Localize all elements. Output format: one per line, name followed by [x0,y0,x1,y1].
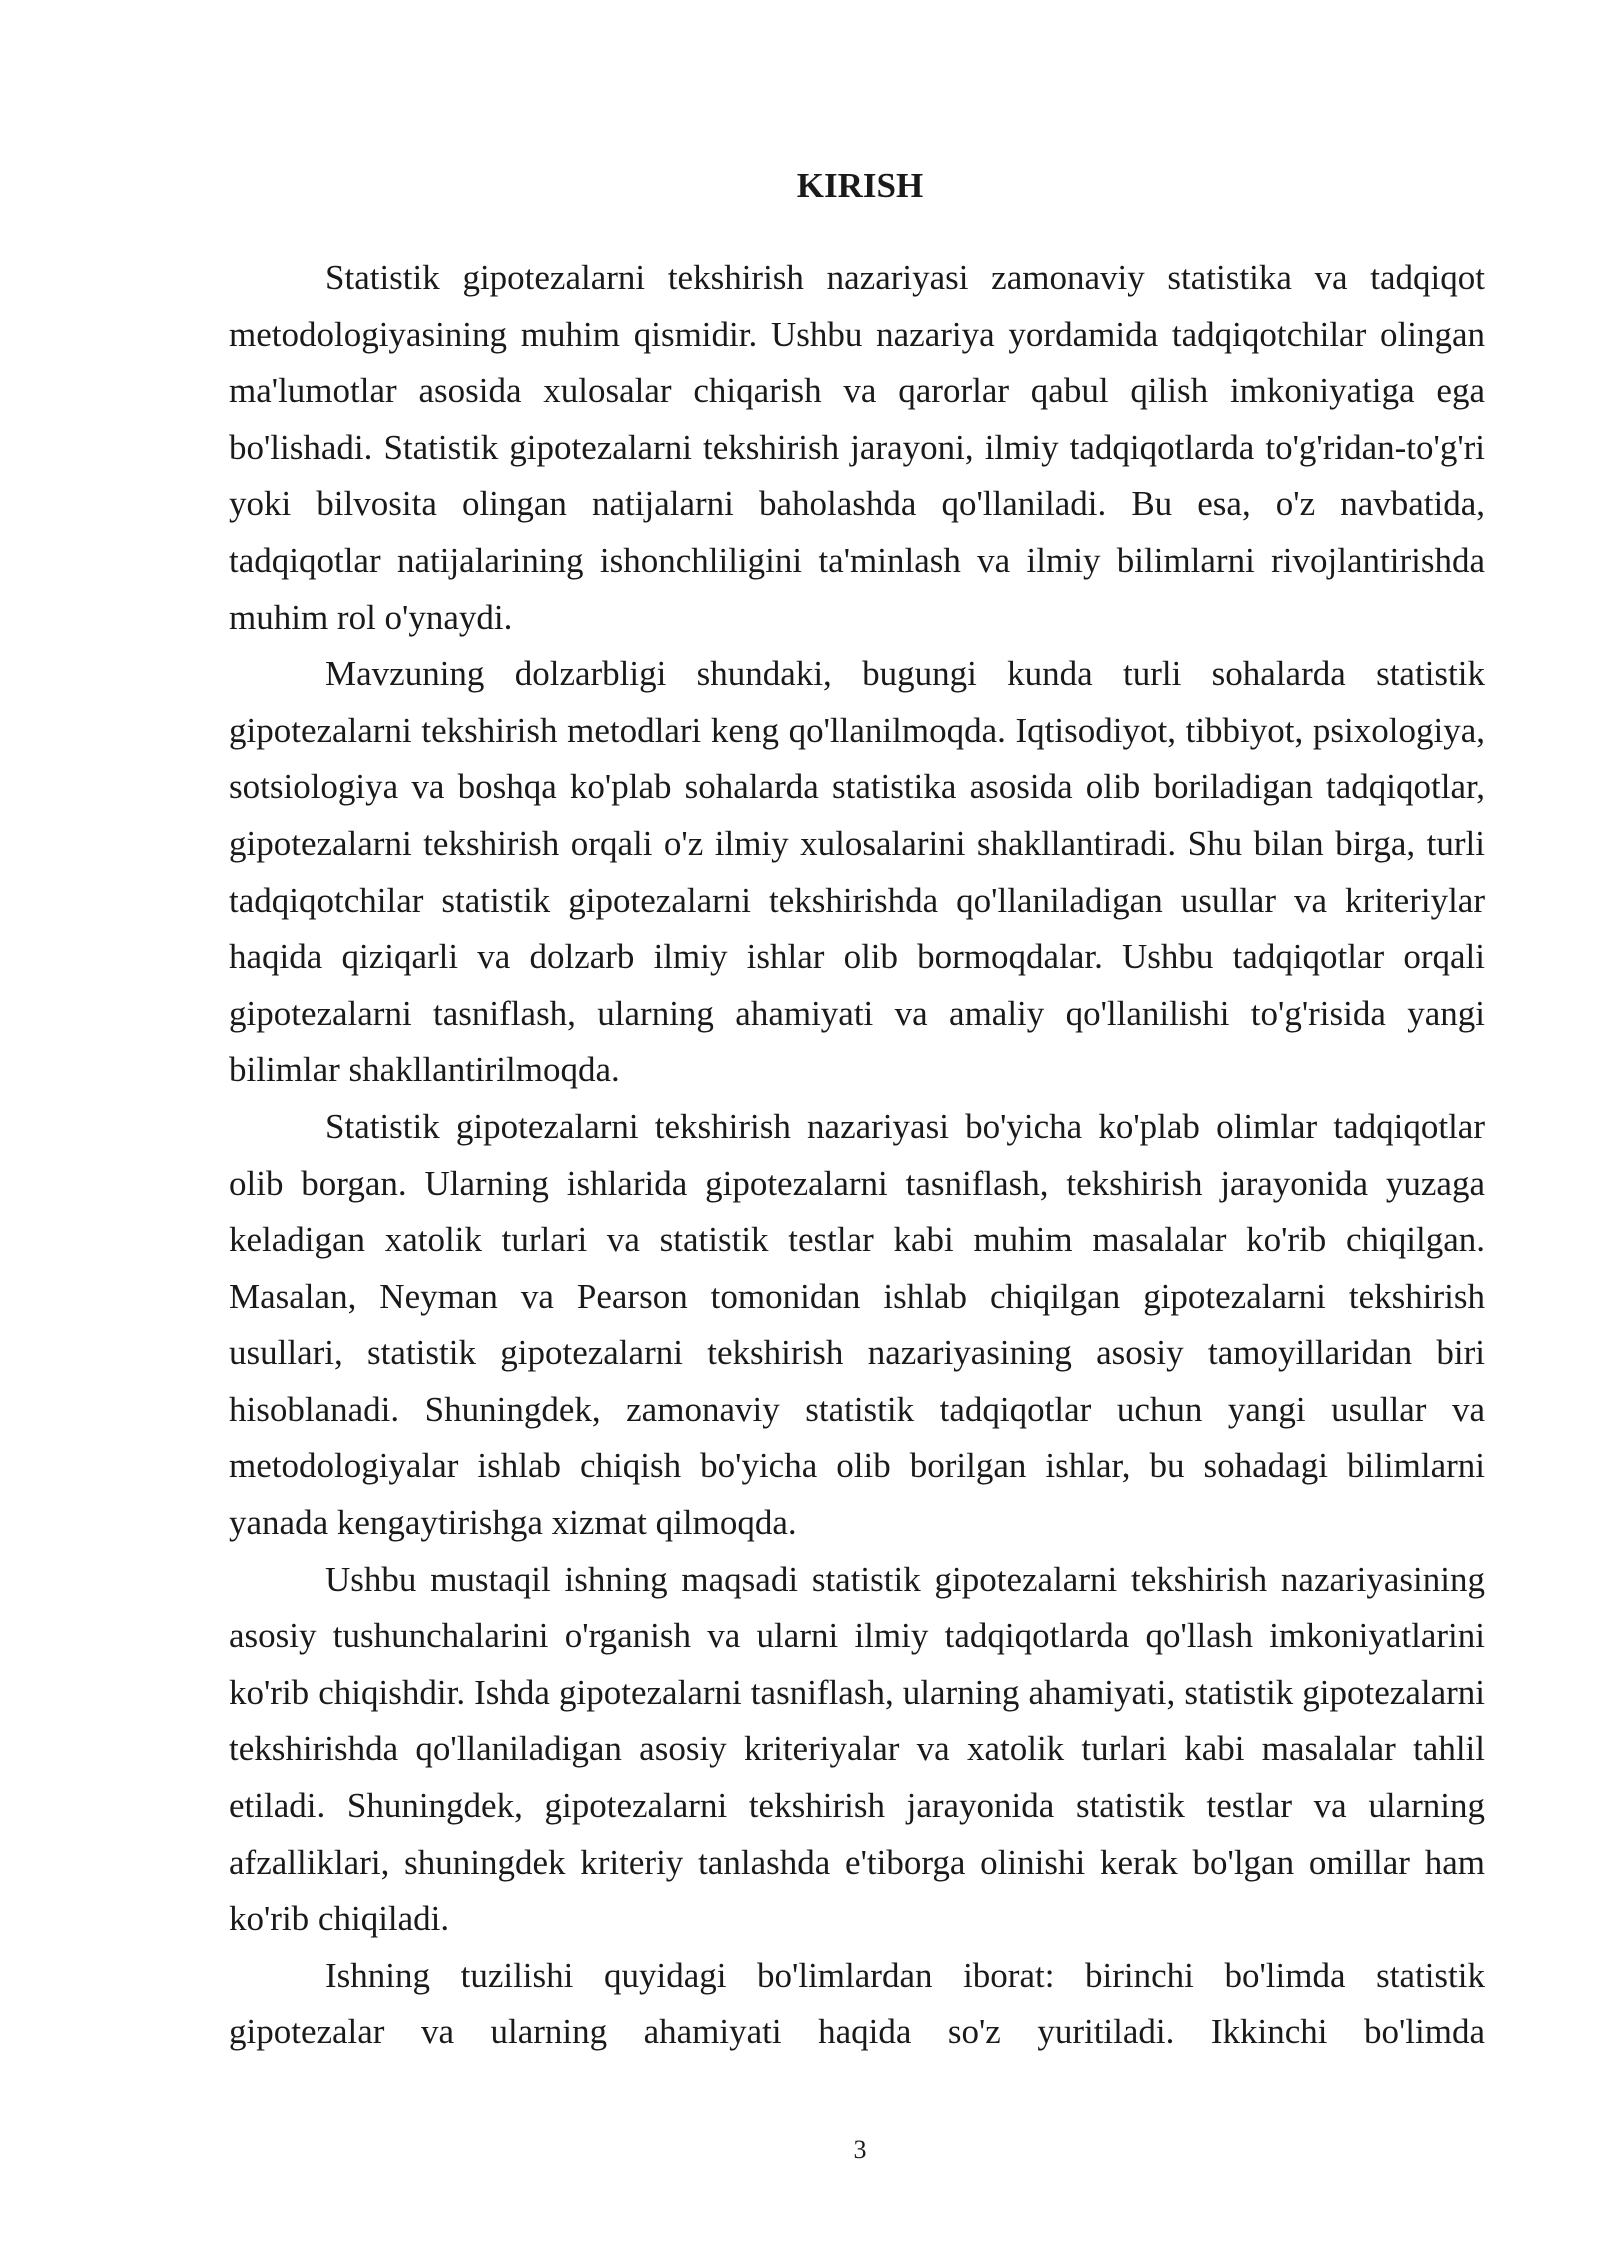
paragraph-relevance: Mavzuning dolzarbligi shundaki, bugungi kunda turli sohalarda statistik gipotezalarni tekshirish metodlari keng qo'llanilmoqda. Iqtisodiyot, tibbiyot, psixologiya, sotsiologiya va boshqa ko'plab sohalarda statistika asosida olib boriladigan tadqiqotlar, gipotezalarni tekshirish orqali o'z ilmiy xulosalarini shakllantiradi. Shu bilan birga, turli tadqiqotchilar statistik gipotezalarni tekshirishda qo'llaniladigan usullar va kriteriylar haqida qiziqarli va dolzarb ilmiy ishlar olib bormoqdalar. Ushbu tadqiqotlar orqali gipotezalarni tasniflash, ularning ahamiyati va amaliy qo'llanilishi to'g'risida yangi bilimlar shakllantirilmoqda. [229,654,1485,1090]
body-text [229,250,1485,2061]
paragraph-literature: Statistik gipotezalarni tekshirish nazariyasi bo'yicha ko'plab olimlar tadqiqotlar olib borgan. Ularning ishlarida gipotezalarni tasniflash, tekshirish jarayonida yuzaga keladigan xatolik turlari va statistik testlar kabi muhim masalalar ko'rib chiqilgan. Masalan, Neyman va Pearson tomonidan ishlab chiqilgan gipotezalarni tekshirish usullari, statistik gipotezalarni tekshirish nazariyasining asosiy tamoyillaridan biri hisoblanadi. Shuningdek, zamonaviy statistik tadqiqotlar uchun yangi usullar va metodologiyalar ishlab chiqish bo'yicha olib borilgan ishlar, bu sohadagi bilimlarni yanada kengaytirishga xizmat qilmoqda. [229,1106,1485,1543]
page-number: 3 [853,2135,867,2164]
paragraph-structure: Ishning tuzilishi quyidagi bo'limlardan iborat: birinchi bo'limda statistik gipotezalar va ularning ahamiyati haqida so'z yuritiladi. Ikkinchi bo'limda [229,1955,1485,2052]
page-title: KIRISH [796,166,924,205]
paragraph-goal: Ushbu mustaqil ishning maqsadi statistik gipotezalarni tekshirish nazariyasining asosiy tushunchalarini o'rganish va ularni ilmiy tadqiqotlarda qo'llash imkoniyatlarini ko'rib chiqishdir. Ishda gipotezalarni tasniflash, ularning ahamiyati, statistik gipotezalarni tekshirishda qo'llaniladigan asosiy kriteriyalar va xatolik turlari kabi masalalar tahlil etiladi. Shuningdek, gipotezalarni tekshirish jarayonida statistik testlar va ularning afzalliklari, shuningdek kriteriy tanlashda e'tiborga olinishi kerak bo'lgan omillar ham ko'rib chiqiladi. [229,1559,1485,1939]
paragraph-introduction: Statistik gipotezalarni tekshirish nazariyasi zamonaviy statistika va tadqiqot metodologiyasining muhim qismidir. Ushbu nazariya yordamida tadqiqotchilar olingan ma'lumotlar asosida xulosalar chiqarish va qarorlar qabul qilish imkoniyatiga ega bo'lishadi. Statistik gipotezalarni tekshirish jarayoni, ilmiy tadqiqotlarda to'g'ridan-to'g'ri yoki bilvosita olingan natijalarni baholashda qo'llaniladi. Bu esa, o'z navbatida, tadqiqotlar natijalarining ishonchliligini ta'minlash va ilmiy bilimlarni rivojlantirishda muhim rol o'ynaydi. [229,258,1485,637]
